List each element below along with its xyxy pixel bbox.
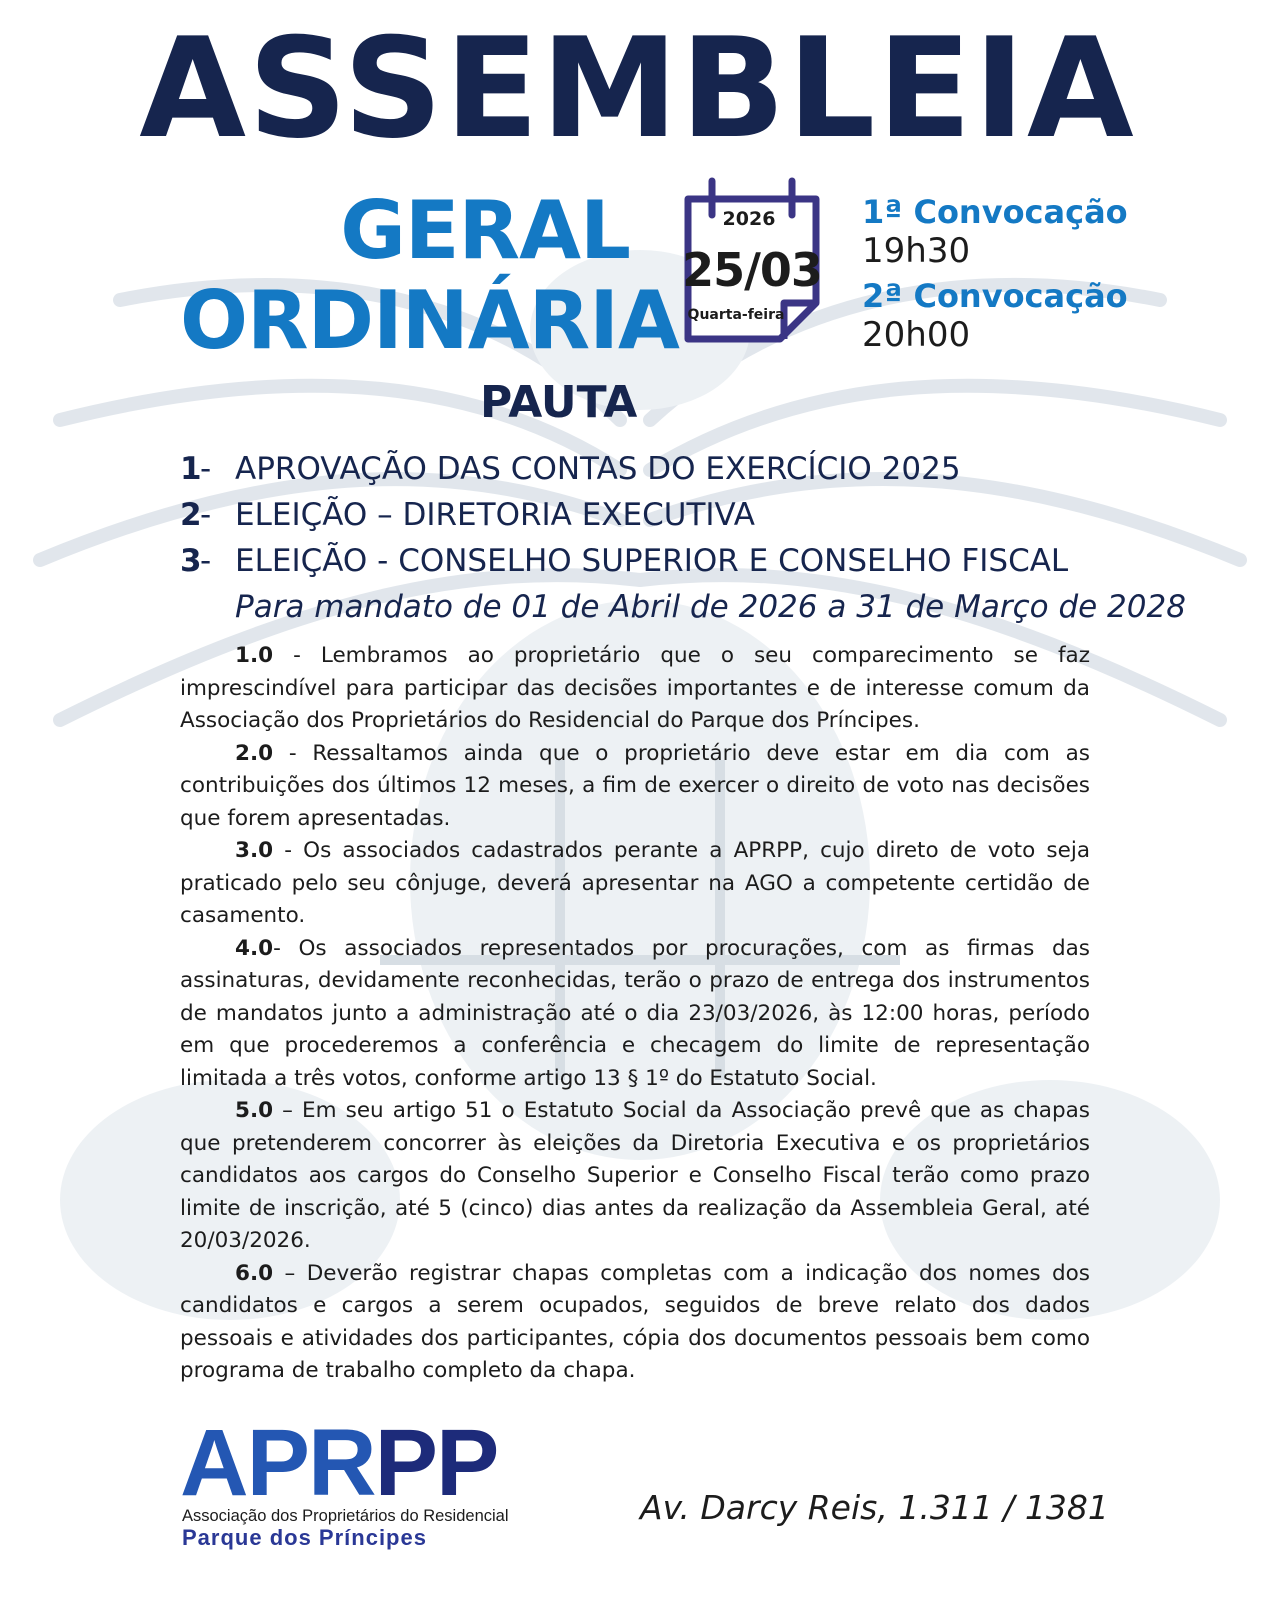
aprpp-logo [180, 1410, 580, 1560]
note-text: – Em seu artigo 51 o Estatuto Social da Associação prevê que as chapas que pretenderem concorrer às eleições da Diretoria Executiva e os proprietários candidatos aos cargos do Conselho Superior e Conselho Fiscal terão como prazo limite de inscrição, até 5 (cinco) dias antes da realização da Assembleia Geral, até 20/03/2026. [180, 1098, 1090, 1253]
agenda-item [180, 538, 1260, 584]
note-number: 5.0 [235, 1098, 274, 1123]
calendar-weekday: Quarta-feira [687, 307, 785, 323]
note-paragraph [180, 1258, 1090, 1388]
note-number: 6.0 [235, 1260, 274, 1286]
logo-wordmark-part1: APR [180, 1410, 375, 1516]
logo-subtitle-line1: Associação dos Proprietários do Residencial [182, 1507, 509, 1525]
note-text: – Deverão registrar chapas completas com a indicação dos nomes dos candidatos e cargos a serem ocupados, seguidos de breve relato dos dados pessoais e atividades dos participantes, cópia dos documentos pessoais bem como programa de trabalho completo da chapa. [180, 1260, 1090, 1383]
calendar-year: 2026 [722, 208, 776, 230]
note-text: - Os associados cadastrados perante a APRPP, cujo direto de voto seja praticado pelo seu cônjuge, deverá apresentar na AGO a competente certidão de casamento. [180, 838, 1090, 928]
logo-wordmark-part2: PP [374, 1410, 498, 1516]
page-title: ASSEMBLEIA [139, 8, 1136, 169]
note-number: 3.0 [235, 838, 274, 863]
subtitle [180, 184, 679, 367]
calendar-badge [676, 175, 828, 347]
note-paragraph [180, 738, 1090, 836]
note-text: - Lembramos ao proprietário que o seu comparecimento se faz imprescindível para participar das decisões importantes e de interesse comum da Associação dos Proprietários do Residencial do Parque dos Príncipes. [180, 643, 1090, 733]
subtitle-line-2: ORDINÁRIA [180, 274, 679, 367]
note-paragraph [180, 835, 1090, 933]
convocation-times [862, 193, 1242, 361]
agenda-item-text: APROVAÇÃO DAS CONTAS DO EXERCÍCIO 2025 [235, 451, 961, 487]
note-text: - Ressaltamos ainda que o proprietário deve estar em dia com as contribuições dos últimos 12 meses, a fim de exercer o direito de voto nas decisões que forem apresentadas. [180, 740, 1090, 831]
agenda-item-number: 3 [180, 543, 202, 579]
second-convocation-time: 20h00 [862, 315, 971, 355]
subtitle-line-1: GERAL [340, 184, 630, 277]
agenda-item [180, 492, 1260, 538]
agenda-item [180, 446, 1260, 492]
agenda-item-dash: - [200, 543, 212, 579]
agenda-item-text: ELEIÇÃO – DIRETORIA EXECUTIVA [235, 497, 755, 533]
first-convocation-label: 1ª Convocação [862, 193, 1128, 231]
agenda-heading: PAUTA [480, 377, 638, 428]
second-convocation-label: 2ª Convocação [862, 277, 1128, 315]
note-number: 1.0 [235, 643, 274, 668]
note-paragraph [180, 933, 1090, 1096]
agenda-item-dash: - [200, 451, 212, 487]
agenda-list [180, 446, 1260, 630]
note-number: 4.0 [235, 935, 274, 961]
note-number: 2.0 [235, 740, 274, 766]
mandate-period: Para mandato de 01 de Abril de 2026 a 31 de Março de 2028 [235, 589, 1186, 625]
agenda-item-number: 1 [180, 451, 202, 487]
agenda-item-dash: - [200, 497, 212, 533]
note-text: - Os associados representados por procurações, com as firmas das assinaturas, devidamente reconhecidas, terão o prazo de entrega dos instrumentos de mandatos junto a administração até o dia 23/03/2026, às 12:00 horas, período em que procederemos a conferência e checagem do limite de representação limitada a três votos, conforme artigo 13 § 1º do Estatuto Social. [180, 935, 1090, 1091]
notes-section [180, 640, 1090, 1388]
logo-subtitle-line2: Parque dos Príncipes [182, 1525, 427, 1550]
note-paragraph [180, 640, 1090, 738]
calendar-date: 25/03 [682, 243, 822, 297]
note-paragraph [180, 1095, 1090, 1258]
agenda-item-number: 2 [180, 497, 202, 533]
address: Av. Darcy Reis, 1.311 / 1381 [640, 1488, 1109, 1527]
first-convocation-time: 19h30 [862, 231, 971, 271]
agenda-item-text: ELEIÇÃO - CONSELHO SUPERIOR E CONSELHO FISCAL [235, 543, 1069, 579]
